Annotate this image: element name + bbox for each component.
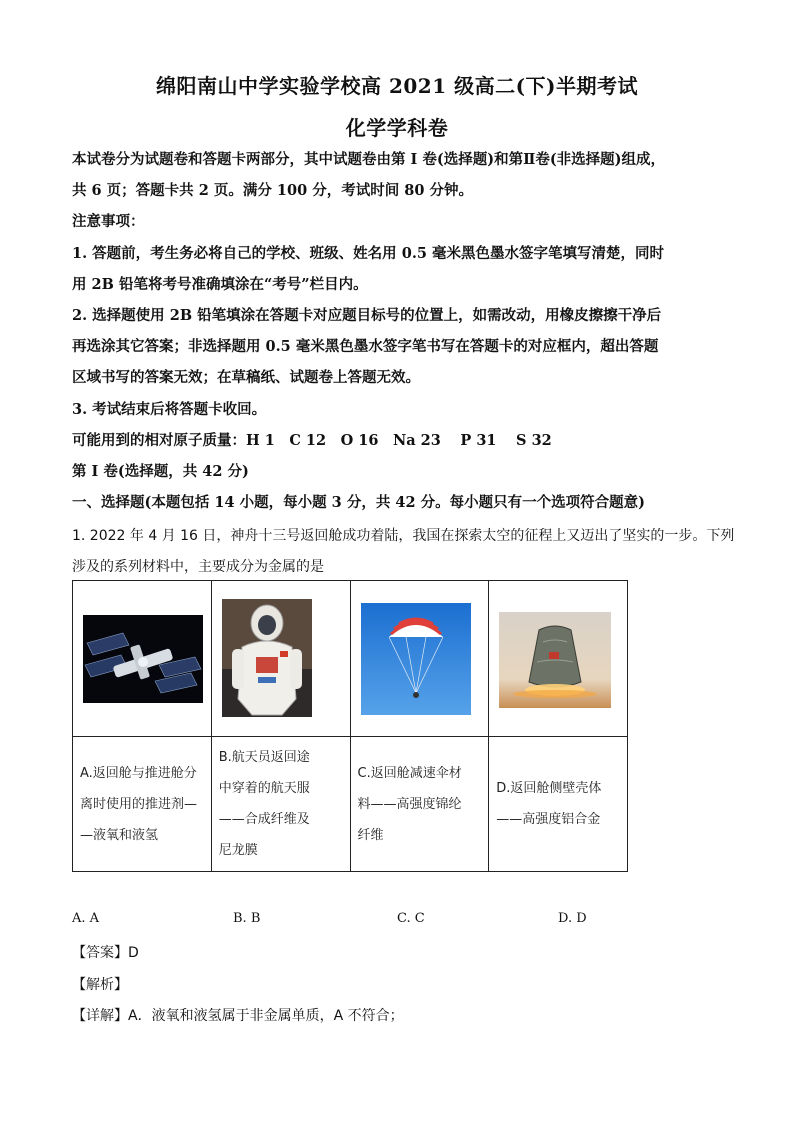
exam-title: 绵阳南山中学实验学校高 2021 级高二(下)半期考试 [155,74,638,98]
section-heading: 一、选择题(本题包括 14 小题，每小题 3 分，共 42 分。每小题只有一个选项符合题意) [72,494,645,511]
intro-line-2: 共 6 页；答题卡共 2 页。满分 100 分，考试时间 80 分钟。 [72,182,474,199]
option-d-image-cell [489,581,628,737]
return-capsule-image [499,612,611,708]
option-a-text: A.返回舱与推进舱分 离时使用的推进剂— —液氧和液氢 [73,737,212,872]
detail-text: A．液氧和液氢属于非金属单质，A 不符合； [128,1008,404,1024]
option-c-image-cell [350,581,489,737]
parachute-image [361,603,471,715]
question-1-line-1: 1. 2022 年 4 月 16 日，神舟十三号返回舱成功着陆，我国在探索太空的征程上又迈出了坚实的一步。下列 [72,528,735,544]
option-b-image-cell [211,581,350,737]
choice-a: A. A [72,911,100,926]
detail-label: 【详解】 [72,1008,128,1024]
choice-d: D. D [558,911,587,926]
answer-label: 【答案】 [72,945,128,961]
note-2-line-3: 区域书写的答案无效；在草稿纸、试题卷上答题无效。 [72,369,420,386]
choice-b: B. B [233,911,261,926]
answer-value: D [128,945,139,961]
note-2-line-2: 再选涂其它答案；非选择题用 0.5 毫米黑色墨水签字笔书写在答题卡的对应框内，超出答题 [72,338,659,355]
options-table [72,580,628,872]
subject-title: 化学学科卷 [345,116,449,140]
option-a-image-cell [73,581,212,737]
notes-heading: 注意事项： [72,213,145,230]
answer-line [72,942,139,962]
spacesuit-image [222,599,312,717]
note-1-line-1: 1. 答题前，考生务必将自己的学校、班级、姓名用 0.5 毫米黑色墨水签字笔填写清楚，同时 [72,245,665,262]
question-1-line-2: 涉及的系列材料中，主要成分为金属的是 [72,559,324,575]
space-station-image [83,615,203,703]
intro-line-1: 本试卷分为试题卷和答题卡两部分，其中试题卷由第 Ⅰ 卷(选择题)和第Ⅱ卷(非选择题)组成， [72,151,666,168]
detail-line [72,1005,404,1025]
choice-c: C. C [397,911,425,926]
part-1-heading: 第 Ⅰ 卷(选择题，共 42 分) [72,463,249,480]
note-3: 3. 考试结束后将答题卡收回。 [72,401,267,418]
analysis-label: 【解析】 [72,977,128,993]
option-b-text: B.航天员返回途 中穿着的航天服 ——合成纤维及 尼龙膜 [211,737,350,872]
note-1-line-2: 用 2B 铅笔将考号准确填涂在“考号”栏目内。 [72,276,368,293]
note-2-line-1: 2. 选择题使用 2B 铅笔填涂在答题卡对应题目标号的位置上，如需改动，用橡皮擦擦干净后 [72,307,662,324]
option-d-text: D.返回舱侧壁壳体 ——高强度铝合金 [489,737,628,872]
atomic-masses: 可能用到的相对原子质量：H 1 C 12 O 16 Na 23 P 31 S 32 [72,432,552,449]
option-c-text: C.返回舱减速伞材 料——高强度锦纶 纤维 [350,737,489,872]
